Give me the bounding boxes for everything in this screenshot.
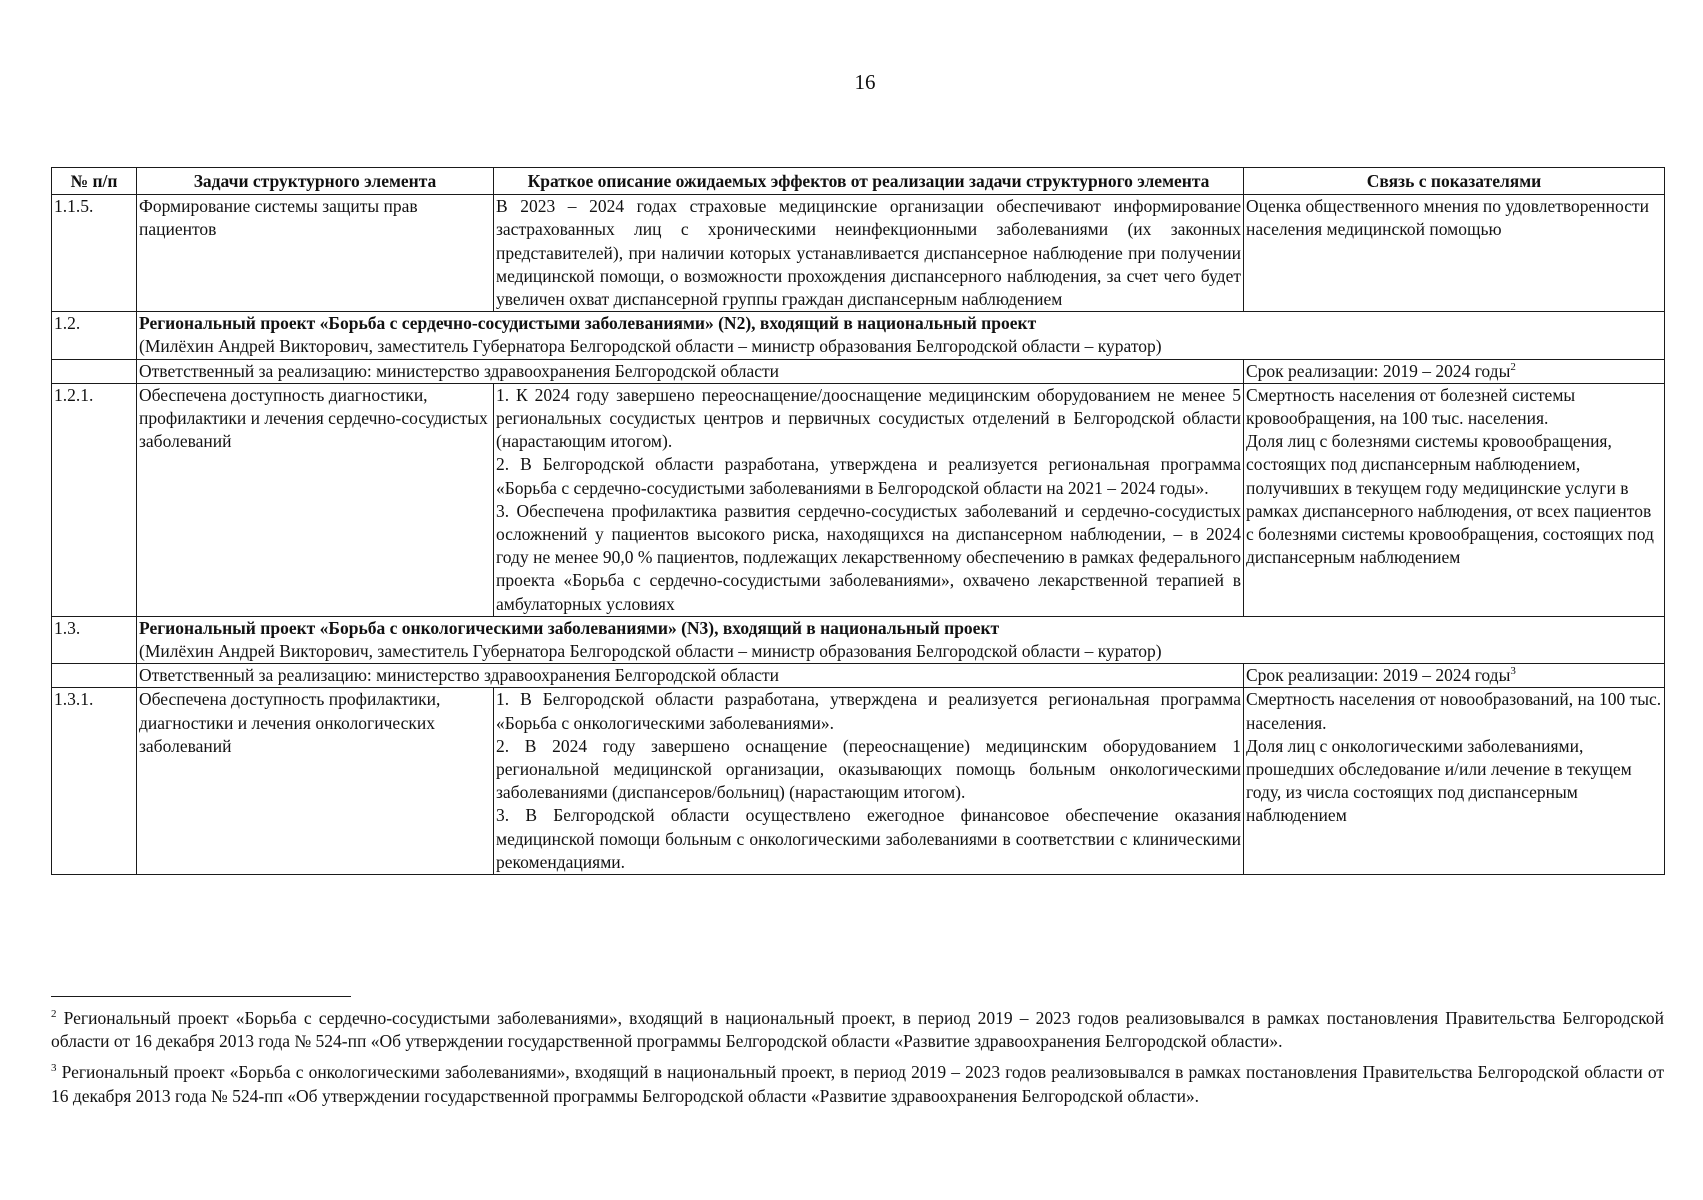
page-number: 16 <box>854 70 876 94</box>
structural-elements-table <box>51 167 1665 875</box>
responsible-row <box>52 664 1665 688</box>
indicator-item: Смертность населения от болезней системы кровообращения, на 100 тыс. населения. <box>1246 384 1576 429</box>
effects-cell <box>494 383 1244 616</box>
project-title: Региональный проект «Борьба с онкологическими заболеваниями» (N3), входящий в национальный проект <box>139 617 1000 638</box>
footnote <box>51 1061 1664 1107</box>
project-row <box>52 616 1665 663</box>
header-number: № п/п <box>52 168 137 195</box>
deadline-cell <box>1244 664 1665 688</box>
header-task: Задачи структурного элемента <box>137 168 494 195</box>
empty-cell <box>52 359 137 383</box>
footnote-mark: 2 <box>51 1008 57 1021</box>
indicators-cell <box>1244 383 1665 616</box>
indicator-item: Доля лиц с онкологическими заболеваниями, прошедших обследование и/или лечение в текущем году, из числа состоящих под диспансерным наблюдением <box>1246 735 1632 826</box>
header-effects: Краткое описание ожидаемых эффектов от реализации задачи структурного элемента <box>494 168 1244 195</box>
project-cell <box>137 312 1665 359</box>
row-number: 1.1.5. <box>52 195 137 312</box>
table-row <box>52 688 1665 875</box>
project-curator: (Милёхин Андрей Викторович, заместитель Губернатора Белгородской области – министр образования Белгородской области – куратор) <box>139 641 1162 662</box>
table-header-row <box>52 168 1665 195</box>
responsible-row <box>52 359 1665 383</box>
row-number: 1.2. <box>52 312 137 359</box>
deadline-text: Срок реализации: 2019 – 2024 годы <box>1246 360 1511 381</box>
row-number: 1.2.1. <box>52 383 137 616</box>
header-indicators: Связь с показателями <box>1244 168 1665 195</box>
task-cell: Формирование системы защиты прав пациентов <box>137 195 494 312</box>
footnote-mark: 3 <box>51 1062 57 1075</box>
effects-cell: В 2023 – 2024 годах страховые медицинские организации обеспечивают информирование застрахованных лиц с хроническими неинфекционными заболеваниями (их законных представителей), при наличии которых устанавливается диспансерное наблюдение при получении медицинской помощи, о возможности прохождения диспансерного наблюдения, за счет чего будет увеличен охват диспансерной группы граждан диспансерным наблюдением <box>494 195 1244 312</box>
effect-item: 1. К 2024 году завершено переоснащение/дооснащение медицинским оборудованием не менее 5 региональных сосудистых центров и первичных сосудистых отделений в Белгородской области (нарастающим итогом). <box>496 384 1241 452</box>
indicator-item: Смертность населения от новообразований, на 100 тыс. населения. <box>1246 689 1662 733</box>
footnote-ref: 3 <box>1510 665 1516 678</box>
row-number: 1.3.1. <box>52 688 137 875</box>
empty-cell <box>52 664 137 688</box>
project-title: Региональный проект «Борьба с сердечно-сосудистыми заболеваниями» (N2), входящий в национальный проект <box>139 313 1037 334</box>
table-row <box>52 383 1665 616</box>
footnotes <box>51 1007 1664 1116</box>
footnote-separator <box>51 996 351 997</box>
effect-item: 3. Обеспечена профилактика развития сердечно-сосудистых заболеваний и сердечно-сосудистых осложнений у пациентов высокого риска, находящихся на диспансерном наблюдении, – в 2024 году не менее 90,0 % пациентов, подлежащих лекарственному обеспечению в рамках федерального проекта «Борьба с сердечно-сосудистыми заболеваниями», охвачено лекарственной терапией в амбулаторных условиях <box>496 500 1241 614</box>
footnote <box>51 1007 1664 1053</box>
task-cell: Обеспечена доступность диагностики, профилактики и лечения сердечно-сосудистых заболеваний <box>137 383 494 616</box>
project-curator: (Милёхин Андрей Викторович, заместитель Губернатора Белгородской области – министр образования Белгородской области – куратор) <box>139 336 1162 357</box>
deadline-cell <box>1244 359 1665 383</box>
effect-item: 2. В Белгородской области разработана, утверждена и реализуется региональная программа «Борьба с сердечно-сосудистыми заболеваниями в Белгородской области на 2021 – 2024 годы». <box>496 454 1241 498</box>
effects-cell <box>494 688 1244 875</box>
effect-item: 3. В Белгородской области осуществлено ежегодное финансовое обеспечение оказания медицинской помощи больным с онкологическими заболеваниями в соответствии с клиническими рекомендациями. <box>496 805 1241 872</box>
indicator-item: Доля лиц с болезнями системы кровообращения, состоящих под диспансерным наблюдением, получивших в текущем году медицинские услуги в рамках диспансерного наблюдения, от всех пациентов с болезнями системы кровообращения, состоящих под диспансерным наблюдением <box>1246 431 1654 568</box>
task-cell: Обеспечена доступность профилактики, диагностики и лечения онкологических заболеваний <box>137 688 494 875</box>
effect-item: 1. В Белгородской области разработана, утверждена и реализуется региональная программа «Борьба с онкологическими заболеваниями». <box>496 689 1241 733</box>
footnote-text: Региональный проект «Борьба с сердечно-сосудистыми заболеваниями», входящий в национальный проект, в период 2019 – 2023 годов реализовывался в рамках постановления Правительства Белгородской области от 16 декабря 2013 года № 524-пп «Об утверждении государственной программы Белгородской области «Развитие здравоохранения Белгородской области». <box>51 1008 1664 1052</box>
project-cell <box>137 616 1665 663</box>
indicators-cell: Оценка общественного мнения по удовлетворенности населения медицинской помощью <box>1244 195 1665 312</box>
responsible-cell: Ответственный за реализацию: министерство здравоохранения Белгородской области <box>137 359 1244 383</box>
footnote-ref: 2 <box>1510 360 1516 373</box>
project-row <box>52 312 1665 359</box>
footnote-text: Региональный проект «Борьба с онкологическими заболеваниями», входящий в национальный проект, в период 2019 – 2023 годов реализовывался в рамках постановления Правительства Белгородской области от 16 декабря 2013 года № 524-пп «Об утверждении государственной программы Белгородской области «Развитие здравоохранения Белгородской области». <box>51 1062 1664 1106</box>
responsible-cell: Ответственный за реализацию: министерство здравоохранения Белгородской области <box>137 664 1244 688</box>
indicators-cell <box>1244 688 1665 875</box>
row-number: 1.3. <box>52 616 137 663</box>
table-row <box>52 195 1665 312</box>
deadline-text: Срок реализации: 2019 – 2024 годы <box>1246 665 1511 686</box>
effect-item: 2. В 2024 году завершено оснащение (переоснащение) медицинским оборудованием 1 региональной медицинской организации, оказывающих помощь больным онкологическими заболеваниями (диспансеров/больниц) (нарастающим итогом). <box>496 735 1241 803</box>
